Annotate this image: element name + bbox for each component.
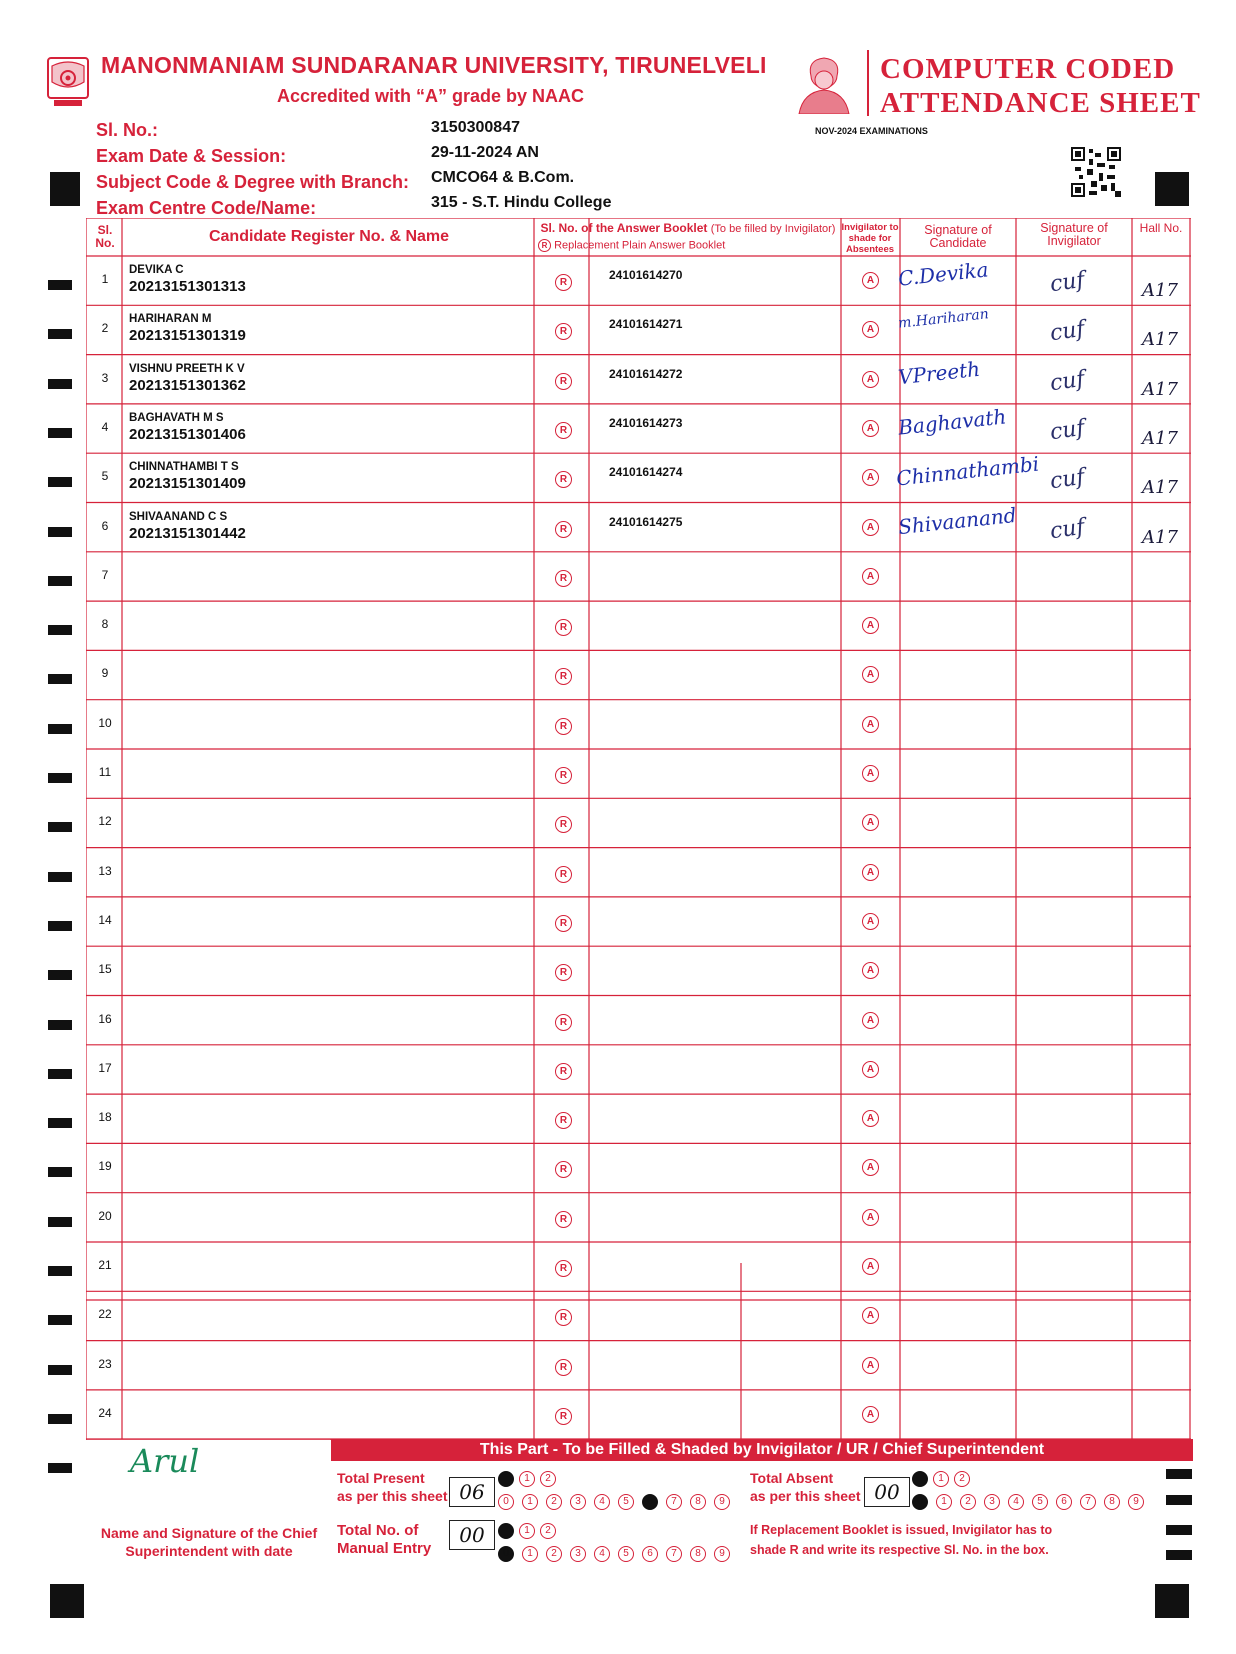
timing-mark [48,1414,72,1424]
header-sl: Sl. No. [95,223,115,250]
row-sl-number: 21 [98,1258,112,1272]
absentee-bubble-a[interactable]: A [862,1209,879,1226]
candidate-register-no: 20213151301406 [129,425,246,443]
absentee-bubble-a[interactable]: A [862,519,879,536]
manual-entry-box[interactable]: 00 [449,1520,495,1550]
timing-mark [48,280,72,290]
answer-booklet-no: 24101614272 [609,366,683,381]
absentee-bubble-a[interactable]: A [862,765,879,782]
founder-portrait [793,52,855,114]
absent-units-bubble[interactable]: 1 [936,1494,952,1510]
absentee-bubble-a[interactable]: A [862,617,879,634]
absent-units-bubble[interactable]: 2 [960,1494,976,1510]
absentee-bubble-a[interactable]: A [862,1258,879,1275]
registration-mark [1155,1584,1189,1618]
invigilator-signature: cuf [1048,514,1087,544]
replacement-bubble-r[interactable]: R [555,1408,572,1425]
timing-mark [48,970,72,980]
total-present-box[interactable]: 06 [449,1477,495,1507]
candidate-signature: VPreeth [896,356,982,389]
timing-mark [48,576,72,586]
attendance-grid [86,218,1191,1440]
replacement-bubble-r[interactable]: R [555,1359,572,1376]
timing-mark [48,1315,72,1325]
row-sl-number: 11 [98,765,112,779]
timing-mark [1166,1550,1192,1560]
manual-units-bubble[interactable]: 3 [570,1546,586,1562]
absent-tens-bubble-0[interactable] [912,1471,928,1487]
replacement-bubble-r[interactable]: R [555,570,572,587]
replacement-bubble-r[interactable]: R [555,1211,572,1228]
sl-no-label: Sl. No.: [96,120,158,140]
absentee-bubble-a[interactable]: A [862,272,879,289]
row-sl-number: 17 [98,1060,112,1075]
candidate-name: CHINNATHAMBI T S [129,461,239,474]
row-sl-number: 24 [98,1405,112,1420]
timing-mark [48,428,72,438]
footer-instruction-band: This Part - To be Filled & Shaded by Invigilator / UR / Chief Superintendent [331,1439,1193,1461]
replacement-bubble-r[interactable]: R [555,915,572,932]
replacement-bubble-r[interactable]: R [555,816,572,833]
header-booklet-note: (To be filled by Invigilator) [710,223,836,235]
absentee-bubble-a[interactable]: A [862,469,879,486]
absentee-bubble-a[interactable]: A [862,864,879,881]
manual-tens-bubble-0[interactable] [498,1523,514,1539]
candidate-name: DEVIKA C [129,264,184,276]
candidate-signature: Shivaanand [897,502,1018,539]
total-absent-label-1: Total Absent [750,1470,834,1486]
present-units-bubble[interactable]: 6 [642,1494,658,1510]
row-sl-number: 16 [98,1011,112,1026]
absent-tens-bubble[interactable]: 1 [933,1471,949,1487]
candidate-name: SHIVAANAND C S [129,510,228,523]
hall-number: A17 [1142,280,1178,301]
total-absent-label [750,1469,861,1505]
timing-mark [48,921,72,931]
centre-label: Exam Centre Code/Name: [96,198,317,218]
replacement-bubble-r[interactable]: R [555,1112,572,1129]
absentee-bubble-a[interactable]: A [862,371,879,388]
present-units-bubble[interactable]: 5 [618,1494,634,1510]
subject-label: Subject Code & Degree with Branch: [96,172,410,192]
absentee-bubble-a[interactable]: A [862,1012,879,1029]
row-sl-number: 5 [101,469,109,484]
answer-booklet-no: 24101614270 [609,268,683,282]
candidate-name: HARIHARAN M [129,313,212,326]
manual-entry-label-2: Manual Entry [337,1540,432,1557]
absentee-bubble-a[interactable]: A [862,1159,879,1176]
manual-entry-label-1: Total No. of [337,1522,419,1539]
total-absent-label-2: as per this sheet [750,1488,861,1504]
absentee-bubble-a[interactable]: A [862,962,879,979]
manual-units-bubble[interactable]: 9 [714,1546,730,1562]
manual-units-bubble[interactable]: 2 [546,1546,562,1562]
absent-units-bubble[interactable]: 0 [912,1494,928,1510]
header-booklet-sub-text: Replacement Plain Answer Booklet [554,239,726,252]
row-sl-number: 7 [101,567,109,582]
present-units-bubble[interactable]: 1 [522,1494,538,1510]
absentee-bubble-a[interactable]: A [862,716,879,733]
chief-superintendent-label: Name and Signature of the Chief Superintendent with date [100,1525,318,1559]
manual-units-bubble[interactable]: 1 [522,1546,538,1562]
header-hall: Hall No. [1139,221,1183,235]
hall-number: A17 [1142,378,1178,400]
present-units-bubble[interactable]: 0 [498,1494,514,1510]
header-candidate: Candidate Register No. & Name [208,228,450,245]
present-tens-bubble[interactable]: 1 [519,1471,535,1487]
header-booklet [535,222,841,236]
replacement-bubble-r[interactable]: R [555,1161,572,1178]
manual-units-bubble[interactable]: 6 [642,1546,658,1562]
candidate-signature: C.Devika [896,257,990,291]
row-sl-number: 19 [98,1159,112,1174]
absent-units-bubble[interactable]: 4 [1008,1494,1024,1510]
replacement-bubble-r[interactable]: R [555,521,572,538]
replacement-bubble-r[interactable]: R [555,767,572,784]
candidate-name: VISHNU PREETH K V [129,362,245,375]
timing-mark [48,1217,72,1227]
qr-code-icon [1071,147,1121,197]
total-present-label-1: Total Present [337,1470,425,1486]
candidate-register-no: 20213151301442 [129,524,246,542]
absentee-bubble-a[interactable]: A [862,1061,879,1078]
centre-value: 315 - S.T. Hindu College [431,194,612,211]
absentee-bubble-a[interactable]: A [862,321,879,338]
row-sl-number: 1 [101,272,109,286]
candidate-signature: m.Hariharan [897,306,990,333]
replacement-bubble-r[interactable]: R [555,668,572,685]
present-units-bubble[interactable]: 8 [690,1494,706,1510]
row-sl-number: 6 [101,518,109,533]
replacement-bubble-r[interactable]: R [555,422,572,439]
present-tens-bubble-0[interactable] [498,1471,514,1487]
row-sl-number: 3 [101,370,109,385]
row-sl-number: 13 [98,863,112,878]
present-tens-bubble[interactable]: 2 [540,1471,556,1487]
replacement-bubble-r[interactable]: R [555,1260,572,1277]
replacement-bubble-r[interactable]: R [555,1014,572,1031]
replacement-bubble-r[interactable]: R [555,471,572,488]
timing-mark [48,674,72,684]
sl-no-value: 3150300847 [431,119,520,136]
replacement-bubble-r[interactable]: R [555,619,572,636]
answer-booklet-no: 24101614275 [609,514,683,529]
manual-units-bubble[interactable]: 5 [618,1546,634,1562]
timing-mark [48,477,72,487]
timing-mark [1166,1495,1192,1505]
answer-booklet-no: 24101614271 [609,317,683,332]
timing-mark [1166,1469,1192,1479]
row-sl-number: 20 [98,1208,112,1223]
header-signature-invigilator: Signature of Invigilator [1040,221,1108,248]
absent-units-bubble[interactable]: 8 [1104,1494,1120,1510]
title-divider [867,50,869,116]
manual-units-bubble[interactable]: 8 [690,1546,706,1562]
present-units-bubble[interactable]: 2 [546,1494,562,1510]
replacement-bubble-r[interactable]: R [555,323,572,340]
invigilator-signature: cuf [1048,464,1087,495]
row-sl-number: 12 [98,814,112,829]
manual-entry-label [337,1522,431,1558]
replacement-bubble-r[interactable]: R [555,1063,572,1080]
accreditation-text: Accredited with “A” grade by NAAC [277,86,585,106]
absent-units-bubble[interactable]: 6 [1056,1494,1072,1510]
replacement-bubble-r[interactable]: R [555,718,572,735]
candidate-register-no: 20213151301362 [129,376,246,394]
timing-mark [48,1167,72,1177]
timing-mark [48,527,72,537]
hall-number: A17 [1142,526,1178,548]
absentee-bubble-a[interactable]: A [862,666,879,683]
row-sl-number: 8 [101,617,109,632]
university-name: MANONMANIAM SUNDARANAR UNIVERSITY, TIRUNELVELI [101,52,767,78]
timing-mark [48,329,72,339]
sheet-title [880,52,1201,120]
replacement-r-icon: R [538,239,551,252]
row-sl-number: 4 [101,419,109,434]
timing-mark [48,1365,72,1375]
replacement-bubble-r[interactable]: R [555,964,572,981]
header-booklet-sub [538,239,725,252]
sheet-title-line-1: COMPUTER CODED [880,53,1176,85]
row-sl-number: 15 [98,962,112,977]
row-sl-number: 9 [101,666,109,681]
manual-units-bubble[interactable]: 0 [498,1546,514,1562]
total-present-label-2: as per this sheet [337,1488,448,1504]
row-sl-number: 14 [98,912,112,927]
invigilator-signature: cuf [1048,267,1087,298]
timing-mark [48,1118,72,1128]
replacement-bubble-r[interactable]: R [555,1309,572,1326]
absentee-bubble-a[interactable]: A [862,1357,879,1374]
replacement-note-line-1: If Replacement Booklet is issued, Invigilator has to [750,1523,1053,1537]
row-sl-number: 2 [101,321,109,336]
replacement-bubble-r[interactable]: R [555,866,572,883]
absentee-bubble-a[interactable]: A [862,814,879,831]
header-booklet-main: Sl. No. of the Answer Booklet [540,221,708,235]
timing-mark [48,379,72,389]
replacement-bubble-r[interactable]: R [555,373,572,390]
exam-date-label: Exam Date & Session: [96,146,287,166]
registration-mark [1155,172,1189,206]
sheet-title-line-2: ATTENDANCE SHEET [880,87,1201,119]
timing-mark [48,625,72,635]
header-signature-candidate: Signature of Candidate [924,223,992,250]
present-units-bubble[interactable]: 3 [570,1494,586,1510]
candidate-signature: Baghavath [897,404,1008,440]
total-present-label [337,1469,448,1505]
candidate-register-no: 20213151301319 [129,327,246,345]
university-logo [46,56,90,108]
invigilator-signature: cuf [1048,317,1087,347]
exam-date-value: 29-11-2024 AN [431,144,539,161]
timing-mark [48,822,72,832]
timing-mark [48,872,72,882]
hall-number: A17 [1142,477,1178,499]
timing-mark [48,1266,72,1276]
invigilator-signature: cuf [1048,366,1087,396]
hall-number: A17 [1142,329,1178,351]
answer-booklet-no: 24101614273 [609,415,683,430]
answer-booklet-no: 24101614274 [609,465,683,480]
registration-mark [50,172,80,206]
manual-units-bubble[interactable]: 7 [666,1546,682,1562]
chief-superintendent-signature: Arul [130,1442,200,1480]
absentee-bubble-a[interactable]: A [862,1307,879,1324]
timing-mark [48,1463,72,1473]
replacement-note [750,1520,1052,1560]
header-absent: Invigilator to shade for Absentees [841,222,899,255]
present-units-bubble[interactable]: 4 [594,1494,610,1510]
absent-tens-bubble[interactable]: 2 [954,1471,970,1487]
absent-units-bubble[interactable]: 7 [1080,1494,1096,1510]
manual-tens-bubble[interactable]: 2 [540,1523,556,1539]
timing-mark [48,1020,72,1030]
candidate-register-no: 20213151301313 [129,278,246,295]
absent-units-bubble[interactable]: 9 [1128,1494,1144,1510]
absentee-bubble-a[interactable]: A [862,568,879,585]
row-sl-number: 10 [98,715,112,730]
timing-mark [1166,1525,1192,1535]
present-units-bubble[interactable]: 9 [714,1494,730,1510]
timing-mark [48,773,72,783]
total-absent-box[interactable]: 00 [864,1477,910,1507]
subject-value: CMCO64 & B.Com. [431,169,575,186]
candidate-signature: Chinnathambi [895,451,1041,491]
timing-mark [48,1069,72,1079]
manual-units-bubble[interactable]: 4 [594,1546,610,1562]
timing-mark [48,724,72,734]
absent-units-bubble[interactable]: 5 [1032,1494,1048,1510]
manual-tens-bubble[interactable]: 1 [519,1523,535,1539]
candidate-name: BAGHAVATH M S [129,411,224,424]
absentee-bubble-a[interactable]: A [862,420,879,437]
absentee-bubble-a[interactable]: A [862,1110,879,1127]
present-units-bubble[interactable]: 7 [666,1494,682,1510]
replacement-bubble-r[interactable]: R [555,274,572,291]
invigilator-signature: cuf [1048,415,1087,446]
absentee-bubble-a[interactable]: A [862,913,879,930]
replacement-note-line-2: shade R and write its respective Sl. No. in the box. [750,1543,1049,1557]
absent-units-bubble[interactable]: 3 [984,1494,1000,1510]
hall-number: A17 [1142,427,1178,449]
registration-mark [50,1584,84,1618]
row-sl-number: 22 [98,1307,112,1322]
candidate-register-no: 20213151301409 [129,475,246,493]
row-sl-number: 18 [98,1110,112,1125]
row-sl-number: 23 [98,1356,112,1371]
absentee-bubble-a[interactable]: A [862,1406,879,1423]
exam-name: NOV-2024 EXAMINATIONS [815,126,928,136]
